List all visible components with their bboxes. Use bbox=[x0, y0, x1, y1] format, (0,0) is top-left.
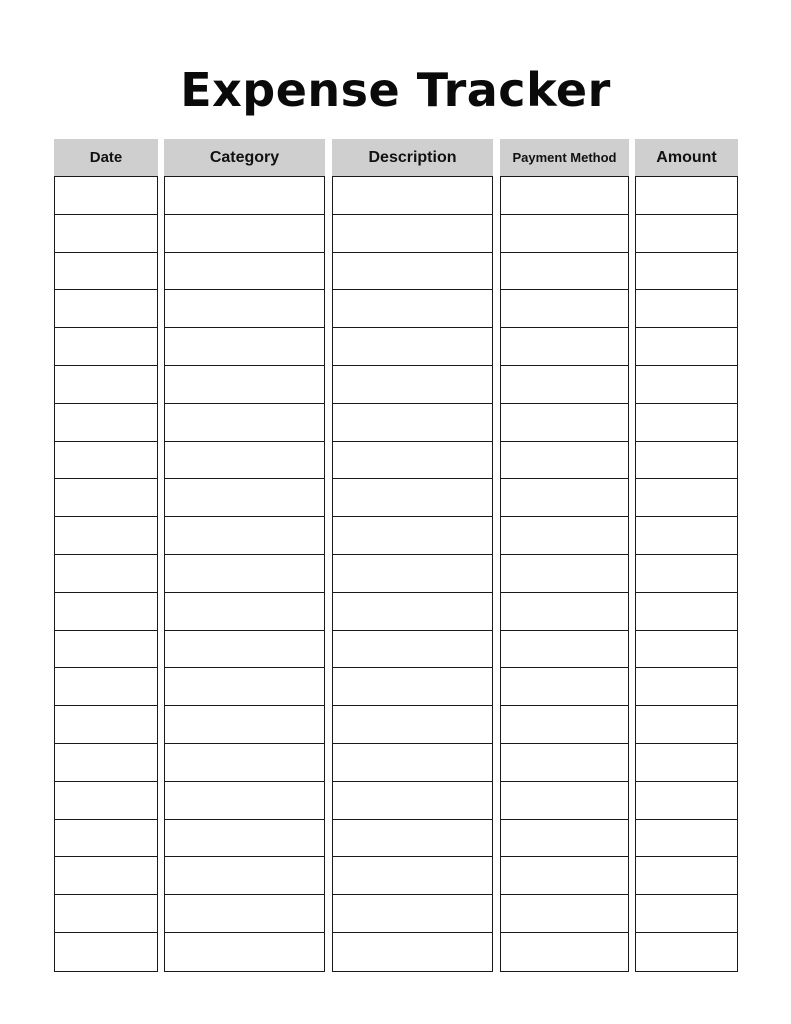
table-cell[interactable] bbox=[55, 290, 157, 328]
table-cell[interactable] bbox=[501, 479, 628, 517]
table-cell[interactable] bbox=[333, 479, 492, 517]
table-cell[interactable] bbox=[165, 366, 324, 404]
table-cell[interactable] bbox=[636, 404, 737, 442]
table-cell[interactable] bbox=[55, 253, 157, 291]
table-cell[interactable] bbox=[501, 744, 628, 782]
table-cell[interactable] bbox=[55, 895, 157, 933]
table-cell[interactable] bbox=[165, 215, 324, 253]
table-cell[interactable] bbox=[165, 517, 324, 555]
table-cell[interactable] bbox=[501, 593, 628, 631]
column-category bbox=[164, 139, 325, 972]
table-cell[interactable] bbox=[55, 933, 157, 971]
table-cell[interactable] bbox=[55, 782, 157, 820]
table-cell[interactable] bbox=[165, 820, 324, 858]
table-cell[interactable] bbox=[333, 253, 492, 291]
table-cell[interactable] bbox=[333, 631, 492, 669]
table-cell[interactable] bbox=[333, 820, 492, 858]
table-cell[interactable] bbox=[165, 593, 324, 631]
column-cells-date bbox=[54, 176, 158, 972]
table-cell[interactable] bbox=[165, 442, 324, 480]
table-cell[interactable] bbox=[333, 177, 492, 215]
table-cell[interactable] bbox=[501, 215, 628, 253]
table-cell[interactable] bbox=[333, 517, 492, 555]
table-cell[interactable] bbox=[55, 820, 157, 858]
table-cell[interactable] bbox=[333, 442, 492, 480]
table-cell[interactable] bbox=[636, 442, 737, 480]
table-cell[interactable] bbox=[501, 820, 628, 858]
column-date bbox=[54, 139, 158, 972]
table-cell[interactable] bbox=[501, 442, 628, 480]
table-cell[interactable] bbox=[165, 253, 324, 291]
table-cell[interactable] bbox=[636, 479, 737, 517]
table-cell[interactable] bbox=[165, 933, 324, 971]
column-cells-category bbox=[164, 176, 325, 972]
table-cell[interactable] bbox=[636, 555, 737, 593]
table-cell[interactable] bbox=[333, 290, 492, 328]
table-cell[interactable] bbox=[55, 706, 157, 744]
table-cell[interactable] bbox=[55, 328, 157, 366]
table-cell[interactable] bbox=[501, 555, 628, 593]
page-title: Expense Tracker bbox=[180, 63, 611, 117]
table-cell[interactable] bbox=[333, 744, 492, 782]
column-description bbox=[332, 139, 493, 972]
table-cell[interactable] bbox=[501, 404, 628, 442]
table-cell[interactable] bbox=[501, 782, 628, 820]
column-cells-amount bbox=[635, 176, 738, 972]
table-cell[interactable] bbox=[636, 668, 737, 706]
table-cell[interactable] bbox=[333, 404, 492, 442]
table-cell[interactable] bbox=[501, 668, 628, 706]
table-cell[interactable] bbox=[333, 555, 492, 593]
table-cell[interactable] bbox=[333, 857, 492, 895]
table-cell[interactable] bbox=[165, 744, 324, 782]
table-cell[interactable] bbox=[333, 933, 492, 971]
table-cell[interactable] bbox=[55, 857, 157, 895]
table-cell[interactable] bbox=[165, 631, 324, 669]
table-cell[interactable] bbox=[55, 517, 157, 555]
table-cell[interactable] bbox=[636, 290, 737, 328]
table-cell[interactable] bbox=[55, 555, 157, 593]
table-cell[interactable] bbox=[501, 253, 628, 291]
table-cell[interactable] bbox=[501, 366, 628, 404]
column-header-date: Date bbox=[54, 139, 158, 176]
table-cell[interactable] bbox=[501, 177, 628, 215]
table-cell[interactable] bbox=[165, 290, 324, 328]
table-cell[interactable] bbox=[636, 517, 737, 555]
table-cell[interactable] bbox=[55, 668, 157, 706]
table-cell[interactable] bbox=[55, 593, 157, 631]
table-cell[interactable] bbox=[333, 328, 492, 366]
column-cells-payment-method bbox=[500, 176, 629, 972]
table-cell[interactable] bbox=[636, 782, 737, 820]
table-cell[interactable] bbox=[501, 328, 628, 366]
column-header-description: Description bbox=[332, 139, 493, 176]
table-cell[interactable] bbox=[501, 631, 628, 669]
column-header-amount: Amount bbox=[635, 139, 738, 176]
column-cells-description bbox=[332, 176, 493, 972]
column-payment-method bbox=[500, 139, 629, 972]
table-cell[interactable] bbox=[636, 631, 737, 669]
table-cell[interactable] bbox=[333, 782, 492, 820]
table-cell[interactable] bbox=[165, 479, 324, 517]
table-cell[interactable] bbox=[501, 857, 628, 895]
table-cell[interactable] bbox=[636, 177, 737, 215]
table-cell[interactable] bbox=[636, 820, 737, 858]
table-cell[interactable] bbox=[501, 895, 628, 933]
table-cell[interactable] bbox=[55, 479, 157, 517]
table-cell[interactable] bbox=[165, 782, 324, 820]
table-cell[interactable] bbox=[501, 933, 628, 971]
table-cell[interactable] bbox=[636, 366, 737, 404]
table-cell[interactable] bbox=[55, 744, 157, 782]
table-cell[interactable] bbox=[165, 895, 324, 933]
table-cell[interactable] bbox=[333, 895, 492, 933]
table-cell[interactable] bbox=[501, 706, 628, 744]
table-cell[interactable] bbox=[165, 555, 324, 593]
table-cell[interactable] bbox=[165, 857, 324, 895]
table-cell[interactable] bbox=[333, 366, 492, 404]
table-cell[interactable] bbox=[165, 328, 324, 366]
table-cell[interactable] bbox=[636, 706, 737, 744]
table-cell[interactable] bbox=[636, 744, 737, 782]
table-cell[interactable] bbox=[55, 442, 157, 480]
table-cell[interactable] bbox=[165, 404, 324, 442]
table-cell[interactable] bbox=[55, 404, 157, 442]
column-amount bbox=[635, 139, 738, 972]
table-cell[interactable] bbox=[55, 366, 157, 404]
table-cell[interactable] bbox=[636, 253, 737, 291]
table-cell[interactable] bbox=[636, 215, 737, 253]
column-header-category: Category bbox=[164, 139, 325, 176]
table-cell[interactable] bbox=[636, 857, 737, 895]
table-cell[interactable] bbox=[636, 895, 737, 933]
table-cell[interactable] bbox=[55, 631, 157, 669]
table-cell[interactable] bbox=[333, 668, 492, 706]
table-cell[interactable] bbox=[55, 177, 157, 215]
table-cell[interactable] bbox=[636, 933, 737, 971]
table-cell[interactable] bbox=[333, 706, 492, 744]
column-header-payment-method: Payment Method bbox=[500, 139, 629, 176]
table-cell[interactable] bbox=[333, 593, 492, 631]
table-cell[interactable] bbox=[165, 177, 324, 215]
table-cell[interactable] bbox=[636, 593, 737, 631]
table-cell[interactable] bbox=[55, 215, 157, 253]
table-cell[interactable] bbox=[165, 668, 324, 706]
table-cell[interactable] bbox=[501, 290, 628, 328]
table-cell[interactable] bbox=[501, 517, 628, 555]
table-cell[interactable] bbox=[165, 706, 324, 744]
table-cell[interactable] bbox=[636, 328, 737, 366]
table-cell[interactable] bbox=[333, 215, 492, 253]
